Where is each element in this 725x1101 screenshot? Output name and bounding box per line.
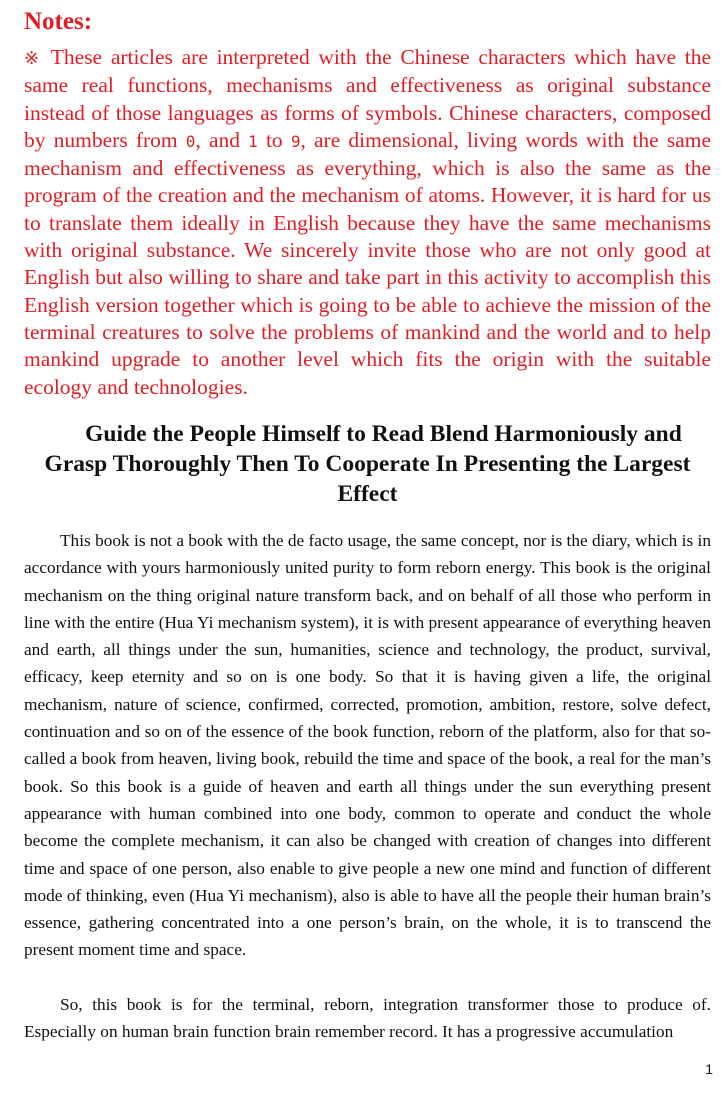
notes-number-9: 9 (290, 131, 301, 151)
notes-body (24, 44, 711, 401)
notes-text-c: to (257, 127, 291, 152)
reference-mark-icon: ※ (24, 48, 43, 69)
notes-text-d: , are dimensional, living words with the same mechanism and effectiveness as everything, which is also the same as the program of the creation and the mechanism of atoms. However, it is hard for us to translate them ideally in English because they have the same mechanisms with original substance. We sincerely invite those who are not only good at English but also willing to share and take part in this activity to accomplish this English version together which is going to be able to achieve the mission of the terminal creatures to solve the problems of mankind and the world and to help mankind upgrade to another level which fits the origin with the suitable ecology and technologies. (24, 127, 711, 399)
notes-number-0: 0 (185, 131, 196, 151)
notes-heading: Notes: (24, 8, 93, 35)
title-line-1: Guide the People Himself to Read Blend Harmoniously and (85, 421, 682, 447)
title-line-3: Effect (337, 481, 398, 507)
body-paragraph-1: This book is not a book with the de facto usage, the same concept, nor is the diary, which is in accordance with yours harmoniously united purity to form reborn energy. This book is the original mechanism on the thing original nature transform back, and on behalf of all those who perform in line with the entire (Hua Yi mechanism system), it is with present appearance of everything heaven and earth, all things under the sun, humanities, science and technology, the product, survival, efficacy, keep eternity and so on is one body. So that it is having given a life, the original mechanism, nature of science, confirmed, corrected, promotion, ambition, restore, solve defect, continuation and so on of the essence of the book function, reborn of the platform, also for that so-called a book from heaven, living book, rebuild the time and space of the book, a real for the man’s book. So this book is a guide of heaven and earth all things under the sun everything present appearance with human combined into one body, common to operate and conduct the whole become the complete mechanism, it can also be changed with creation of changes into different time and space of one person, also enable to give people a new one mind and function of different mode of thinking, even (Hua Yi mechanism), also is able to have all the people their human brain’s essence, gathering concentrated into a one person’s brain, on the whole, it is to transcend the present moment time and space. (24, 531, 711, 960)
notes-number-1: 1 (248, 131, 258, 151)
page-number: 1 (705, 1061, 713, 1077)
notes-text-b: , and (195, 127, 249, 152)
title-line-2: Grasp Thoroughly Then To Cooperate In Presenting the Largest (44, 451, 691, 477)
notes-text-a: These articles are interpreted with the Chinese characters which have the same real functions, mechanisms and effectiveness as original substance instead of those languages as forms of symbols. Chinese characters, composed by numbers from (24, 45, 711, 152)
body-paragraph-2: So, this book is for the terminal, reborn, integration transformer those to produce of. Especially on human brain function brain remember record. It has a progressive accumulation (24, 995, 711, 1042)
document-title (24, 419, 711, 509)
